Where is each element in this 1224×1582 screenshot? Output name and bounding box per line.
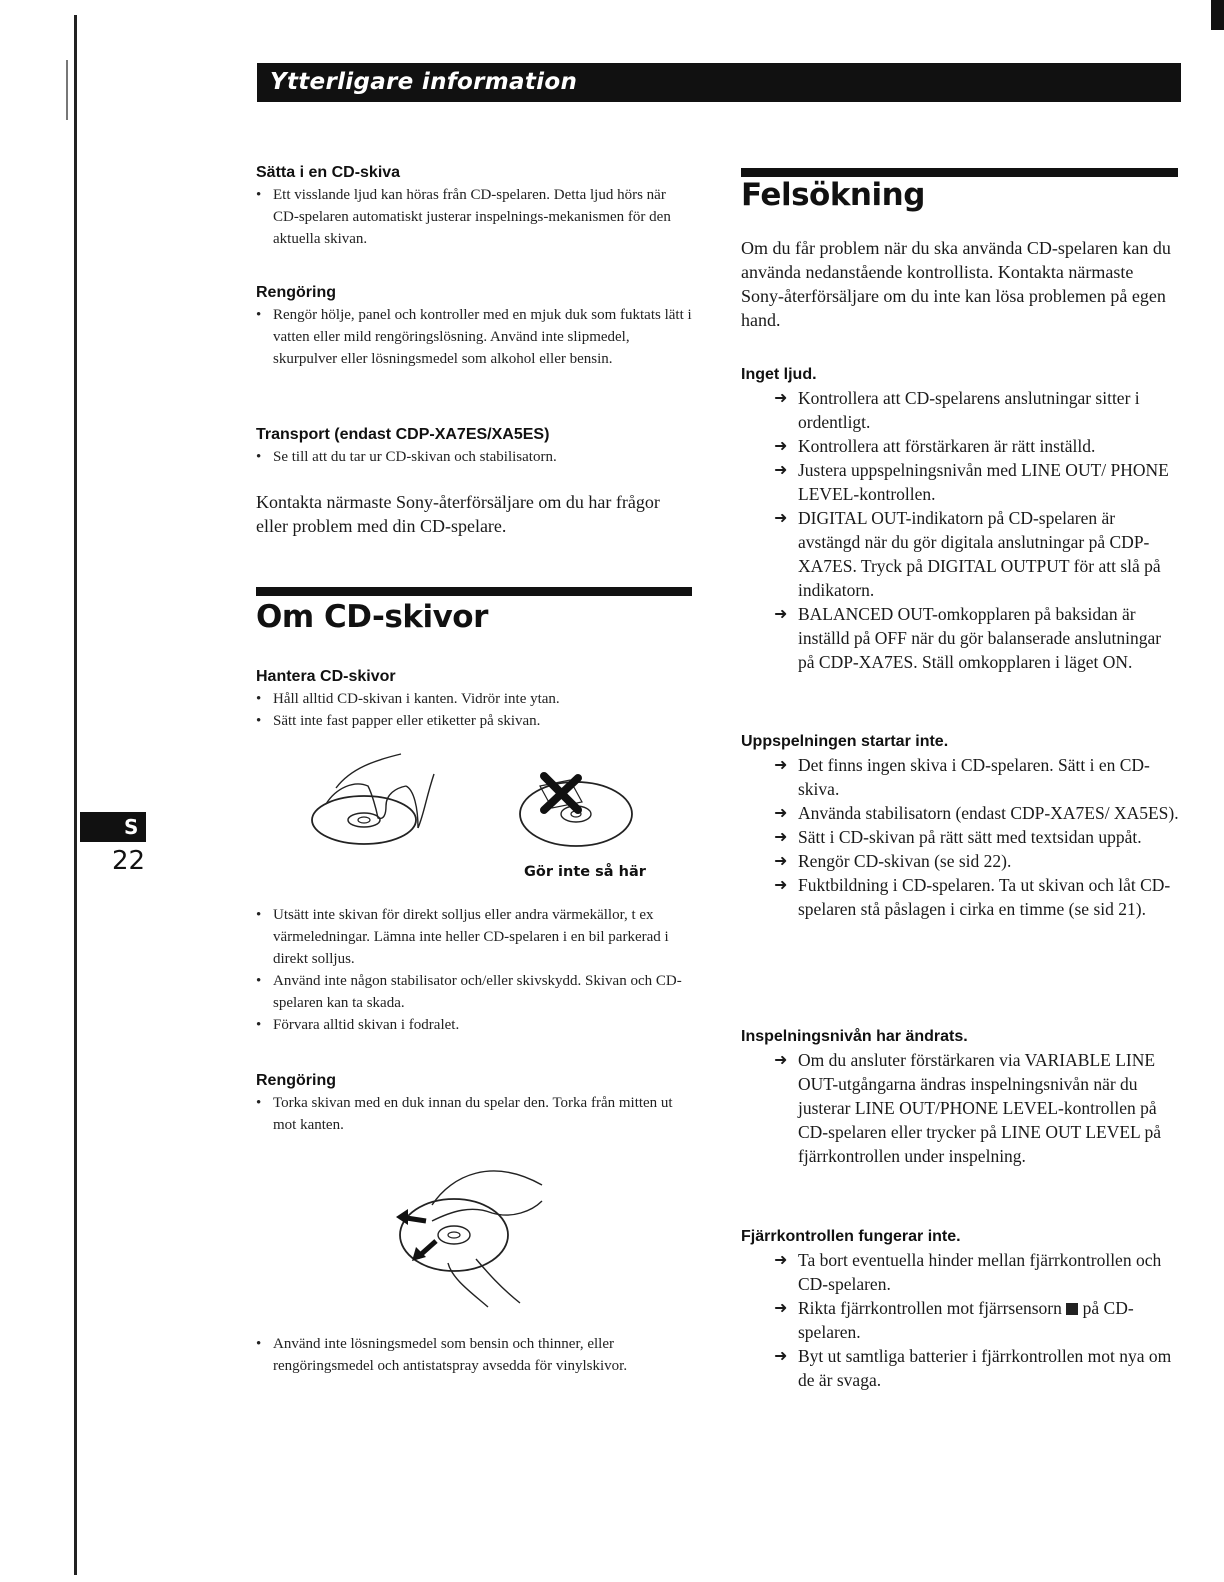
arrow-icon: ➜ [774,875,788,894]
arrow-icon: ➜ [774,827,788,846]
hand-holding-cd-illustration [306,748,446,848]
list-item: • Använd inte lösningsmedel som bensin och thinner, eller rengöringsmedel och antistatspray avsedda för vinylskivor. [256,1333,696,1377]
wiping-cd-illustration [392,1155,552,1315]
list-item: • Torka skivan med en duk innan du spelar den. Torka från mitten ut mot kanten. [256,1092,696,1136]
list-rengoring-2 [256,1092,696,1136]
list-item: ➜ Byt ut samtliga batterier i fjärrkontrollen mot nya om de är svaga. [774,1346,1172,1390]
remote-sensor-icon [1066,1303,1078,1315]
cd-dont-illustration [516,770,638,852]
list-transport [256,446,696,468]
list-item: ➜ Kontrollera att förstärkaren är rätt inställd. [774,436,1096,456]
list-rengoring-1 [256,304,696,370]
list-satta-i [256,184,686,250]
arrow-icon: ➜ [774,604,788,623]
list-item: • Ett visslande ljud kan höras från CD-spelaren. Detta ljud hörs när CD-spelaren automatiskt justerar inspelnings-mekanismen för den aktuella skivan. [256,184,686,250]
list-item: • Utsätt inte skivan för direkt solljus eller andra värmekällor, t ex värmeledningar. Lämna inte heller CD-spelaren i en bil parkerad i direkt solljus. [256,904,696,970]
heading-uppspelningen: Uppspelningen startar inte. [741,733,949,750]
arrow-icon: ➜ [774,388,788,407]
list-item: ➜ Justera uppspelningsnivån med LINE OUT/ PHONE LEVEL-kontrollen. [774,460,1169,504]
list-solvents [256,1333,696,1377]
list-item: ➜ Sätt i CD-skivan på rätt sätt med textsidan uppåt. [774,827,1142,847]
arrow-icon: ➜ [774,460,788,479]
list-item: ➜ Kontrollera att CD-spelarens anslutningar sitter i ordentligt. [774,388,1140,432]
heading-rengoring-1: Rengöring [256,284,336,301]
arrow-icon: ➜ [774,755,788,774]
page-number: 22 [112,846,146,876]
list-item: ➜ Om du ansluter förstärkaren via VARIABLE LINE OUT-utgångarna ändras inspelningsnivån när du justerar LINE OUT/PHONE LEVEL-kontrollen på CD-spelaren eller trycker på LINE OUT LEVEL på fjärrkontrollen under inspelning. [774,1050,1161,1166]
heading-inspelningsnivan: Inspelningsnivån har ändrats. [741,1028,968,1045]
list-item: ➜ Fuktbildning i CD-spelaren. Ta ut skivan och låt CD-spelaren stå påslagen i cirka en timme (se sid 21). [774,875,1171,919]
heading-felsokning: Felsökning [741,177,925,213]
list-item: • Håll alltid CD-skivan i kanten. Vidrör inte ytan. [256,688,696,710]
list-item: ➜ Det finns ingen skiva i CD-spelaren. Sätt i en CD-skiva. [774,755,1150,799]
binding-mark [66,60,68,120]
list-inspelningsnivan [741,1048,1181,1168]
binding-edge [74,15,77,1575]
intro-paragraph: Om du får problem när du ska använda CD-spelaren kan du använda nedanstående kontrollista. Kontakta närmaste Sony-återförsäljare om du inte kan lösa problemen på egen hand. [741,238,1171,330]
heading-inget-ljud: Inget ljud. [741,366,817,383]
heading-transport: Transport (endast CDP-XA7ES/XA5ES) [256,426,550,443]
caption-dont: Gör inte så här [524,864,646,880]
arrow-icon: ➜ [774,508,788,527]
list-item: • Förvara alltid skivan i fodralet. [256,1014,696,1036]
heading-rengoring-2: Rengöring [256,1072,336,1089]
arrow-icon: ➜ [774,1346,788,1365]
arrow-icon: ➜ [774,851,788,870]
list-item: • Se till att du tar ur CD-skivan och stabilisatorn. [256,446,696,468]
list-item: ➜ BALANCED OUT-omkopplaren på baksidan är inställd på OFF när du gör balanserade anslutningar på CDP-XA7ES. Ställ omkopplaren i läget ON. [774,604,1162,672]
list-item: • Sätt inte fast papper eller etiketter på skivan. [256,710,696,732]
heading-satta-i: Sätta i en CD-skiva [256,164,401,181]
list-item: ➜ Rikta fjärrkontrollen mot fjärrsensorn på CD-spelaren. [774,1298,1134,1342]
list-item: ➜ Rengör CD-skivan (se sid 22). [774,851,1012,871]
arrow-icon: ➜ [774,1050,788,1069]
list-fjarrkontrollen [741,1248,1181,1392]
list-uppspelningen [741,753,1181,921]
arrow-icon: ➜ [774,436,788,455]
corner-mark [1211,0,1224,30]
heading-om-cd-skivor: Om CD-skivor [256,599,488,635]
list-hantera [256,688,696,732]
section-letter: S [124,815,139,839]
section-rule-cd [256,587,692,596]
list-cd-care [256,904,696,1036]
list-item: • Använd inte någon stabilisator och/eller skivskydd. Skivan och CD-spelaren kan ta skada. [256,970,696,1014]
arrow-icon: ➜ [774,1250,788,1269]
list-inget-ljud [741,386,1181,674]
list-item: ➜ Använda stabilisatorn (endast CDP-XA7ES/ XA5ES). [774,803,1179,823]
list-item: • Rengör hölje, panel och kontroller med en mjuk duk som fuktats lätt i vatten eller mild rengöringslösning. Använd inte slipmedel, skurpulver eller lösningsmedel som alkohol eller bensin. [256,304,696,370]
list-item: ➜ DIGITAL OUT-indikatorn på CD-spelaren är avstängd när du gör digitala anslutningar på CDP-XA7ES. Tryck på DIGITAL OUTPUT för att slå på indikatorn. [774,508,1161,600]
header-title: Ytterligare information [270,69,578,95]
heading-hantera: Hantera CD-skivor [256,668,396,685]
contact-paragraph: Kontakta närmaste Sony-återförsäljare om du har frågor eller problem med din CD-spelare. [256,492,660,536]
arrow-icon: ➜ [774,803,788,822]
list-item: ➜ Ta bort eventuella hinder mellan fjärrkontrollen och CD-spelaren. [774,1250,1162,1294]
heading-fjarrkontrollen: Fjärrkontrollen fungerar inte. [741,1228,961,1245]
arrow-icon: ➜ [774,1298,788,1317]
